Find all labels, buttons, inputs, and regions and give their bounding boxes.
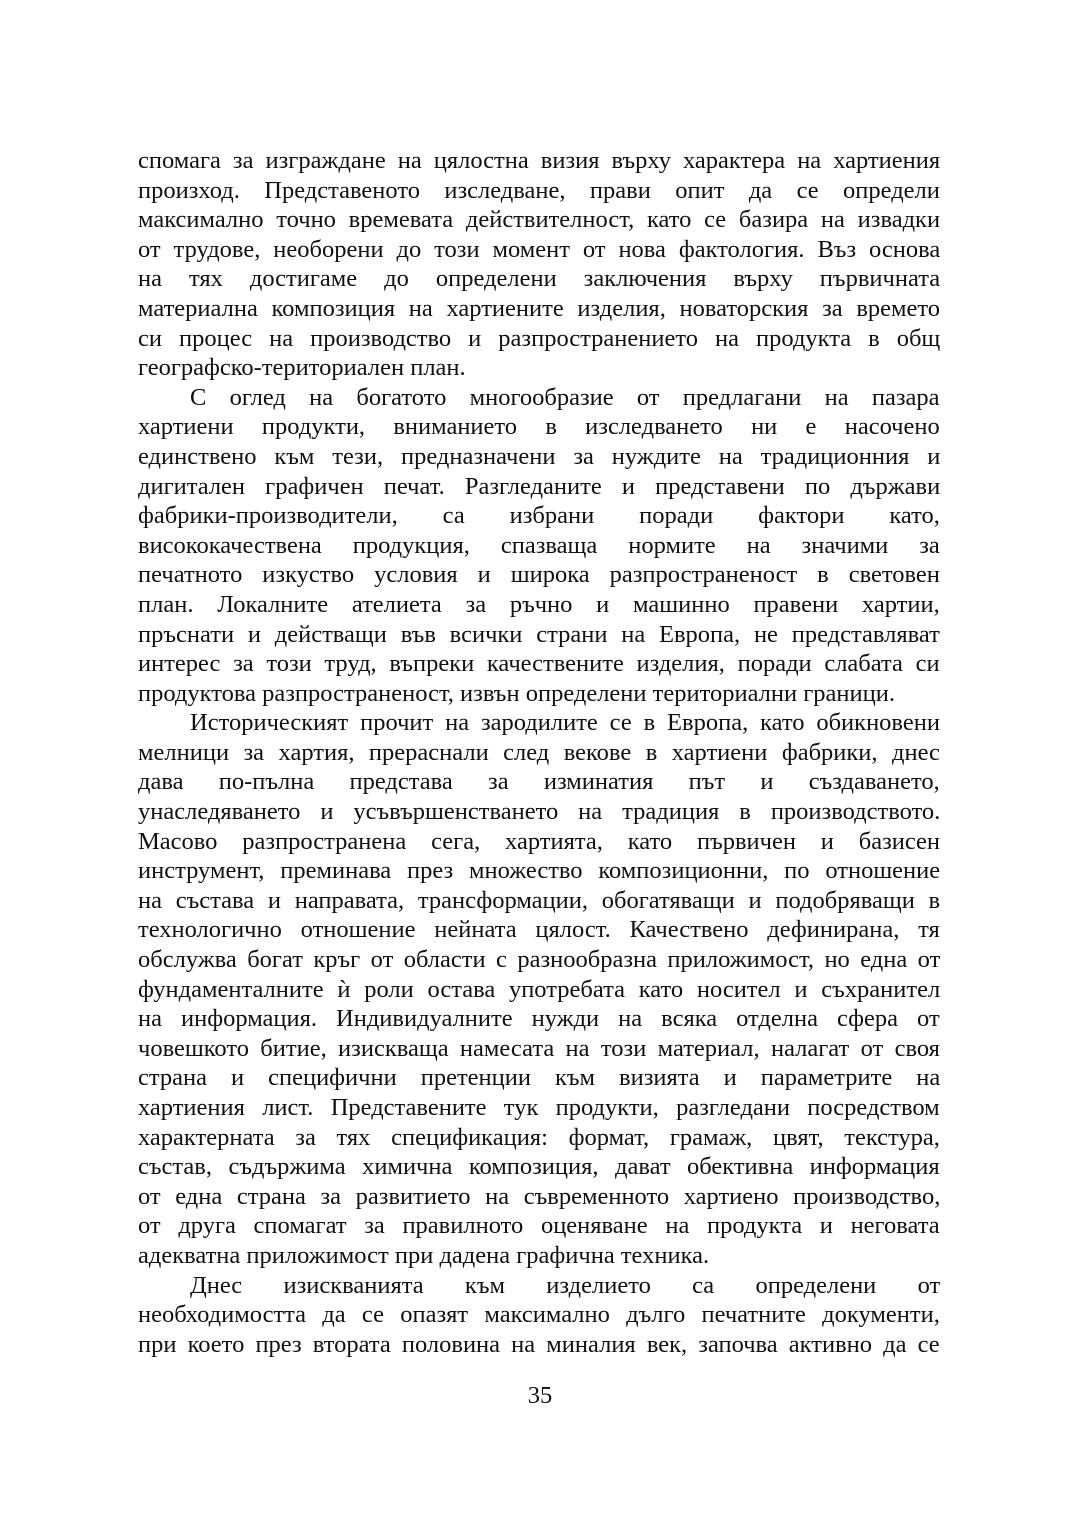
text-line: на тях достигаме до определени заключения върху първичната: [138, 265, 941, 293]
text-line: технологично отношение нейната цялост. Качествено дефинирана, тя: [138, 916, 940, 944]
text-line: фундаменталните ѝ роли остава употребата като носител и съхранител: [138, 975, 941, 1003]
paragraph: [138, 383, 940, 709]
text-line: адекватна приложимост при дадена графична техника.: [138, 1241, 710, 1269]
text-line: фабрики-производители, са избрани поради фактори като,: [138, 502, 940, 530]
text-line: от една страна за развитието на съвременното хартиено производство,: [138, 1182, 941, 1210]
text-line: си процес на производство и разпространението на продукта в общ: [138, 324, 941, 352]
text-line: план. Локалните ателиета за ръчно и машинно правени хартии,: [138, 590, 940, 618]
text-line: състав, съдържима химична композиция, дават обективна информация: [138, 1153, 940, 1181]
text-line: пръснати и действащи във всички страни на Европа, не представляват: [138, 620, 940, 648]
text-line: висококачествена продукция, спазваща нормите на значими за: [138, 531, 940, 559]
text-line: обслужва богат кръг от области с разнообразна приложимост, но една от: [138, 946, 941, 974]
text-line: страна и специфични претенции към визията и параметрите на: [138, 1064, 941, 1092]
text-line: материална композиция на хартиените изделия, новаторския за времето: [138, 294, 941, 322]
text-line: при което през втората половина на миналия век, започва активно да се: [138, 1330, 940, 1358]
text-line: хартиения лист. Представените тук продукти, разгледани посредством: [138, 1094, 940, 1121]
text-line: характерната за тях спецификация: формат, грамаж, цвят, текстура,: [138, 1123, 940, 1151]
text-line: спомага за изграждане на цялостна визия върху характера на хартиения: [138, 147, 941, 174]
text-line: от трудове, необорени до този момент от нова фактология. Въз основа: [138, 235, 941, 263]
text-line: произход. Представеното изследване, прави опит да се определи: [138, 176, 940, 204]
text-line: унаследяването и усъвършенстването на традиция в производството.: [138, 798, 941, 826]
text-line: печатното изкуство условия и широка разпространеност в световен: [138, 561, 940, 589]
text-line: на информация. Индивидуалните нужди на всяка отделна сфера от: [138, 1005, 940, 1033]
paragraph: [138, 146, 940, 383]
text-line: единствено към тези, предназначени за нуждите на традиционния и: [138, 442, 941, 470]
text-line: Масово разпространена сега, хартията, като първичен и базисен: [138, 827, 941, 855]
paragraph: [138, 708, 940, 1270]
text-line: максимално точно времевата действителност, като се базира на извадки: [138, 206, 941, 234]
text-line: хартиени продукти, вниманието в изследването ни е насочено: [138, 413, 940, 441]
text-line: необходимостта да се опазят максимално дълго печатните документи,: [138, 1301, 940, 1329]
text-line: инструмент, преминава през множество композиционни, по отношение: [138, 857, 941, 885]
text-line: мелници за хартия, прераснали след векове в хартиени фабрики, днес: [138, 738, 940, 766]
body-text: [138, 146, 940, 1359]
text-line: интерес за този труд, въпреки качествените изделия, поради слабата си: [138, 650, 940, 678]
text-line: дава по-пълна представа за изминатия път и създаването,: [138, 768, 940, 796]
page-number: 35: [527, 1382, 553, 1409]
text-line: Днес изискванията към изделието са определени от: [190, 1271, 941, 1299]
text-line: географско-териториален план.: [138, 354, 466, 382]
text-line: С оглед на богатото многообразие от предлагани на пазара: [190, 383, 940, 411]
text-line: Историческият прочит на зародилите се в Европа, като обикновени: [190, 709, 940, 737]
text-line: продуктова разпространеност, извън определени териториални граници.: [138, 679, 895, 707]
text-line: човешкото битие, изискваща намесата на този материал, налагат от своя: [138, 1034, 940, 1062]
text-line: на състава и направата, трансформации, обогатяващи и подобряващи в: [138, 886, 941, 914]
text-line: дигитален графичен печат. Разгледаните и представени по държави: [138, 472, 941, 500]
text-line: от друга спомагат за правилното оценяване на продукта и неговата: [138, 1212, 940, 1240]
paragraph: [138, 1271, 940, 1360]
